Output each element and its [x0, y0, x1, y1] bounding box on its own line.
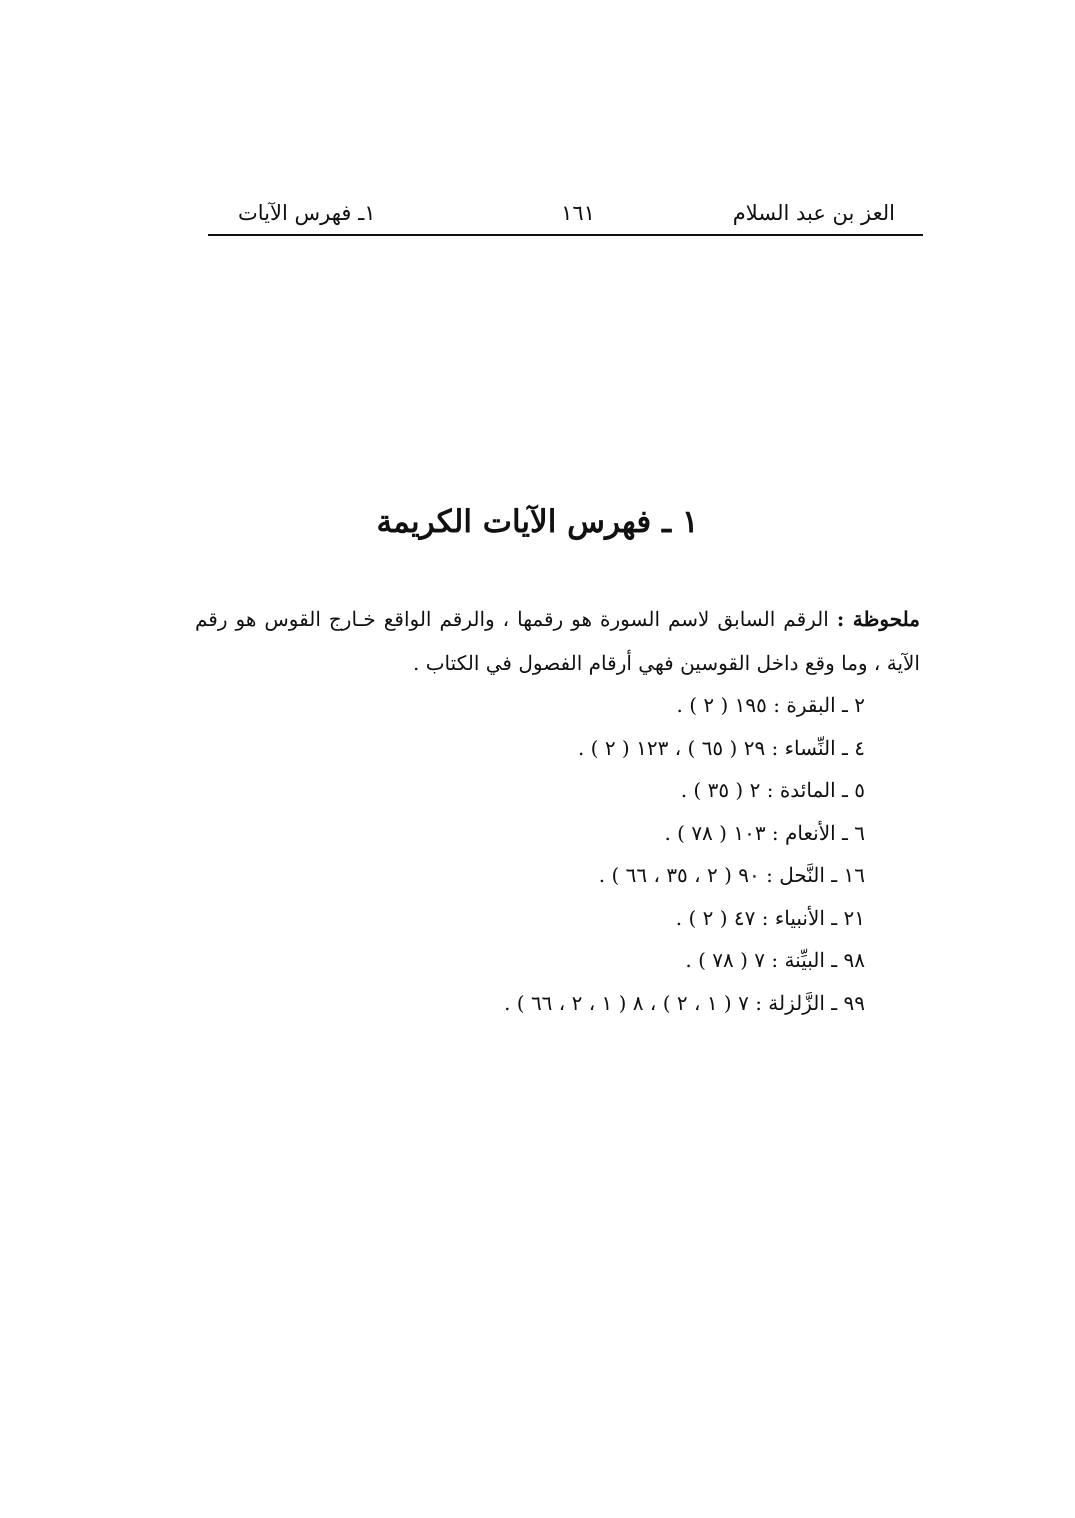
note-text: الرقم السابق لاسم السورة هو رقمها ، والرقم الواقع خـارج القوس هو رقم الآية ، وما وقع داخل القوسين فهي أرقام الفصول في الكتاب . — [195, 607, 920, 675]
index-entry: ٢ ـ البقرة : ١٩٥ ( ٢ ) . — [676, 693, 865, 717]
index-entry: ٩٩ ـ الزَّلزلة : ٧ ( ١ ، ٢ ) ، ٨ ( ١ ، ٢ ، ٦٦ ) . — [504, 990, 865, 1015]
index-entry: ٢١ ـ الأنبياء : ٤٧ ( ٢ ) . — [675, 905, 865, 930]
header-page-number: ١٦١ — [561, 201, 595, 225]
header-section-title: ١ـ فهرس الآيات — [238, 201, 376, 225]
index-entry: ١٦ ـ النَّحل : ٩٠ ( ٢ ، ٣٥ ، ٦٦ ) . — [598, 863, 865, 887]
verse-index-list — [245, 684, 865, 1024]
header-rule — [208, 234, 923, 236]
index-entry: ٤ ـ النِّساء : ٢٩ ( ٦٥ ) ، ١٢٣ ( ٢ ) . — [577, 735, 865, 760]
index-entry: ٥ ـ المائدة : ٢ ( ٣٥ ) . — [680, 778, 865, 802]
index-title: ١ ـ فهرس الآيات الكريمة — [376, 504, 699, 540]
header-author: العز بن عبد السلام — [732, 201, 895, 225]
index-entry: ٩٨ ـ البيِّنة : ٧ ( ٧٨ ) . — [685, 948, 865, 972]
running-header — [208, 196, 923, 230]
note-paragraph — [195, 597, 920, 685]
note-label: ملحوظة : — [836, 607, 921, 631]
index-entry: ٦ ـ الأنعام : ١٠٣ ( ٧٨ ) . — [664, 820, 865, 845]
